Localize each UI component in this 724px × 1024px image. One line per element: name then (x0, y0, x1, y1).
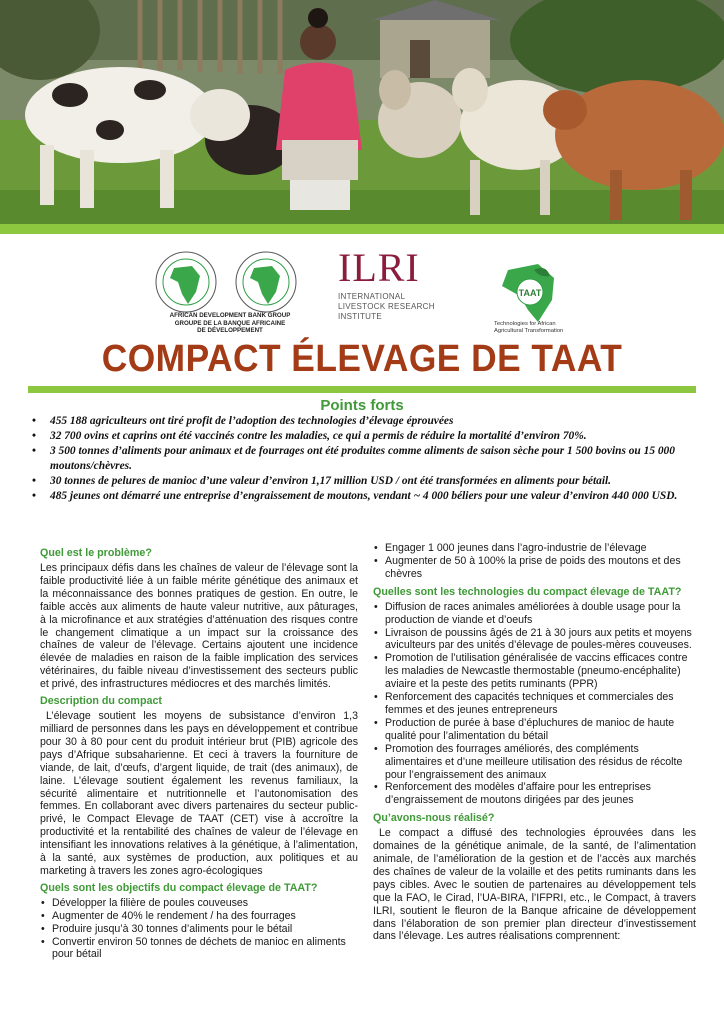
technologies-list (373, 601, 696, 808)
highlight-item: • 3 500 tonnes d’aliments pour animaux et de fourrages ont été produites comme aliments de saison sèche pour 1 500 bovins ou 15 000 moutons/chèvres. (32, 444, 692, 474)
taat-badge: TAAT (518, 288, 542, 298)
ilri-wordmark: ILRI (338, 245, 420, 290)
highlight-item: • 32 700 ovins et caprins ont été vaccinés contre les maladies, ce qui a permis de réduire la mortalité d’environ 70%. (32, 429, 692, 444)
afdb-caption: AFRICAN DEVELOPMENT BANK GROUP GROUPE DE LA BANQUE AFRICAINE DE DÉVELOPPEMENT (169, 312, 291, 334)
taat-caption: Technologies for African Agricultural Transformation (494, 321, 564, 334)
left-column (40, 546, 358, 965)
objectives-list-continued (373, 542, 696, 581)
partner-logos (0, 240, 724, 340)
problem-heading: Quel est le problème? (40, 547, 152, 559)
livestock-scene (0, 0, 724, 224)
page-title: COMPACT ÉLEVAGE DE TAAT (101, 338, 623, 380)
ilri-subtitle: INTERNATIONAL LIVESTOCK RESEARCH INSTITUTE (338, 292, 435, 321)
list-item: • Augmenter de 50 à 100% la prise de poids des moutons et des chèvres (373, 555, 696, 581)
list-item: • Convertir environ 50 tonnes de déchets de manioc en aliments pour bétail (40, 936, 358, 962)
highlights-heading: Points forts (320, 397, 404, 414)
highlight-item: • 455 188 agriculteurs ont tiré profit de l’adoption des technologies d’élevage éprouvées (32, 414, 692, 429)
hero-photo (0, 0, 724, 224)
highlight-item: • 485 jeunes ont démarré une entreprise d’engraissement de moutons, vendant ~ 4 000 béliers pour une valeur d’environ 440 000 USD. (32, 489, 692, 504)
list-item: • Produire jusqu’à 30 tonnes d’aliments pour le bétail (40, 923, 358, 936)
description-text: L’élevage soutient les moyens de subsistance d’environ 1,3 milliard de personnes dans les pays en développement et contribue pour 30 à 80 pour cent du produit intérieur brut (PIB) agricole des pays d’Afrique subsaharienne. Et ceci à travers la fourniture de viande, de lait, d’œufs, d’argent liquide, de trait (des animaux), de laine. L’élevage soutient également les revenus familiaux, la sécurité alimentaire et nutritionnelle et l’autonomisation des femmes. En collaborant avec divers partenaires du secteur public-privé, le Compact Elevage de TAAT (CET) vise à accroître la productivité et la rentabilité des chaînes de valeur de l’élevage en intensifiant les innovations relatives à la génétique, à l’alimentation, à la santé, aux systèmes de production, aux politiques et au marketing à travers les zones agro-écologiques (40, 710, 358, 877)
highlights-list (32, 414, 692, 504)
list-item: • Promotion de l’utilisation généralisée de vaccins efficaces contre les maladies de Newcastle thermostable (pneumo-encéphalite) aviaire et la peste des petits ruminants (PPR) (373, 652, 696, 691)
list-item: • Diffusion de races animales améliorées à double usage pour la production de viande et d’oeufs (373, 601, 696, 627)
achievements-heading: Qu’avons-nous réalisé? (373, 812, 495, 825)
list-item: • Engager 1 000 jeunes dans l’agro-industrie de l’élevage (373, 542, 696, 555)
list-item: • Développer la filière de poules couveuses (40, 897, 358, 910)
green-band (0, 224, 724, 234)
ilri-logo (338, 245, 438, 322)
highlight-item: • 30 tonnes de pelures de manioc d’une valeur d’environ 1,17 million USD / ont été transformées en aliments pour bétail. (32, 474, 692, 489)
right-column (373, 542, 696, 946)
achievements-text: Le compact a diffusé des technologies éprouvées dans les domaines de la génétique animale, de la santé, de l’alimentation animale, de l’amélioration de la gestion et de l’accès aux marchés des chaînes de valeur de la volaille et des petits ruminants dans les pays cibles. Avec le soutien de partenaires au développement tels que la FAO, le Cirad, l’UA-BIRA, l’IFPRI, etc., le Compact, à travers ILRI, soutient le fleuron de la Banque africaine de développement dans l’élaboration de son premier plan directeur d’investissement dans l’élevage. Les autres réalisations comprennent: (373, 827, 696, 943)
objectives-list (40, 897, 358, 962)
list-item: • Promotion des fourrages améliorés, des compléments alimentaires et d’une meilleure utilisation des résidus de récolte pour l’engraissement des animaux (373, 743, 696, 782)
objectives-heading: Quels sont les objectifs du compact élevage de TAAT? (40, 881, 318, 894)
problem-text: Les principaux défis dans les chaînes de valeur de l’élevage sont la faible productivité liée à un faible mérite génétique des animaux et la méconnaissance des bonnes pratiques de gestion. En outre, le faible accès aux aliments de haute valeur nutritive, aux pâturages, à la microfinance et aux stratégies d’atténuation des risques contre le changement climatique a un impact sur la croissance des chaînes de valeur de l’élevage. Certains ajoutent une incidence élevée de maladies en raison de la faible implication des services vétérinaires, du faible niveau d’investissement des secteurs public et privé, des infrastructures médiocres et des marchés limités. (40, 562, 358, 691)
description-heading: Description du compact (40, 695, 162, 708)
title-rule (28, 386, 696, 393)
list-item: • Renforcement des capacités techniques et commerciales des femmes et des jeunes entrepreneurs (373, 691, 696, 717)
list-item: • Livraison de poussins âgés de 21 à 30 jours aux petits et moyens aviculteurs par des unités d’élevage de poules-mères couveuses. (373, 627, 696, 653)
list-item: • Augmenter de 40% le rendement / ha des fourrages (40, 910, 358, 923)
list-item: • Production de purée à base d’épluchures de manioc de haute qualité pour l’alimentation du bétail (373, 717, 696, 743)
list-item: • Renforcement des modèles d’affaire pour les entreprises d’engraissement de moutons dirigées par des jeunes (373, 781, 696, 807)
technologies-heading: Quelles sont les technologies du compact élevage de TAAT? (373, 585, 682, 598)
